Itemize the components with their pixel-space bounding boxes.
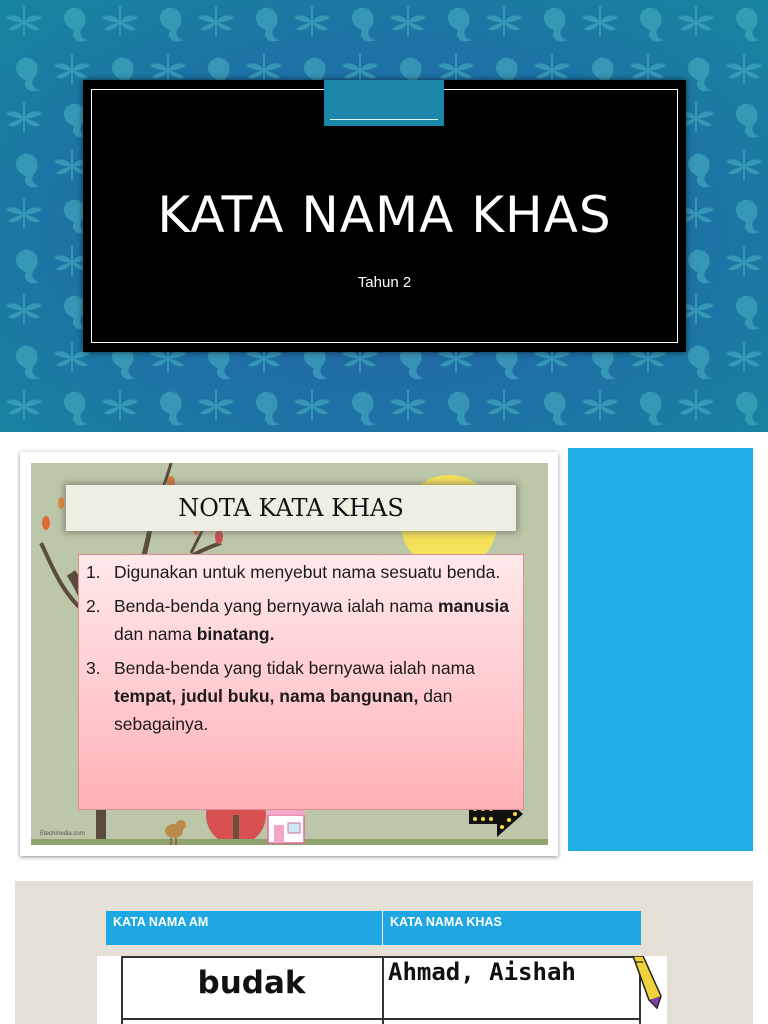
slide-title: KATA NAMA KHAS [157,186,612,244]
title-tab [324,80,444,126]
row-divider [121,1018,641,1020]
table-slide [15,881,753,1024]
list-item: 2. Benda-benda yang bernyawa ialah nama manusia dan nama binatang. [86,596,509,644]
notes-list [78,558,518,744]
notes-picture [31,463,548,845]
table-header [106,911,641,945]
table-cell-am: budak [197,965,306,1001]
notes-slide [0,432,768,872]
table-cell-khas: Ahmad, Aishah [388,958,576,986]
header-kata-nama-khas: KATA NAMA KHAS [390,915,502,929]
image-credit: Etechmedia.com [40,831,85,837]
column-divider [382,956,384,1024]
bird-icon [159,815,189,845]
list-item: 1. Digunakan untuk menyebut nama sesuatu benda. [86,562,501,582]
notes-heading: NOTA KATA KHAS [178,494,404,522]
pen-icon [627,956,667,1012]
slide-subtitle: Tahun 2 [357,274,412,291]
notes-picture-frame [20,452,558,856]
blue-side-panel [568,448,753,851]
title-slide [0,0,768,432]
list-item: 3. Benda-benda yang tidak bernyawa ialah nama tempat, judul buku, nama bangunan, dan sebagainya. [86,658,475,734]
table-body [97,956,667,1024]
header-kata-nama-am: KATA NAMA AM [106,911,383,945]
tab-line [330,119,438,120]
